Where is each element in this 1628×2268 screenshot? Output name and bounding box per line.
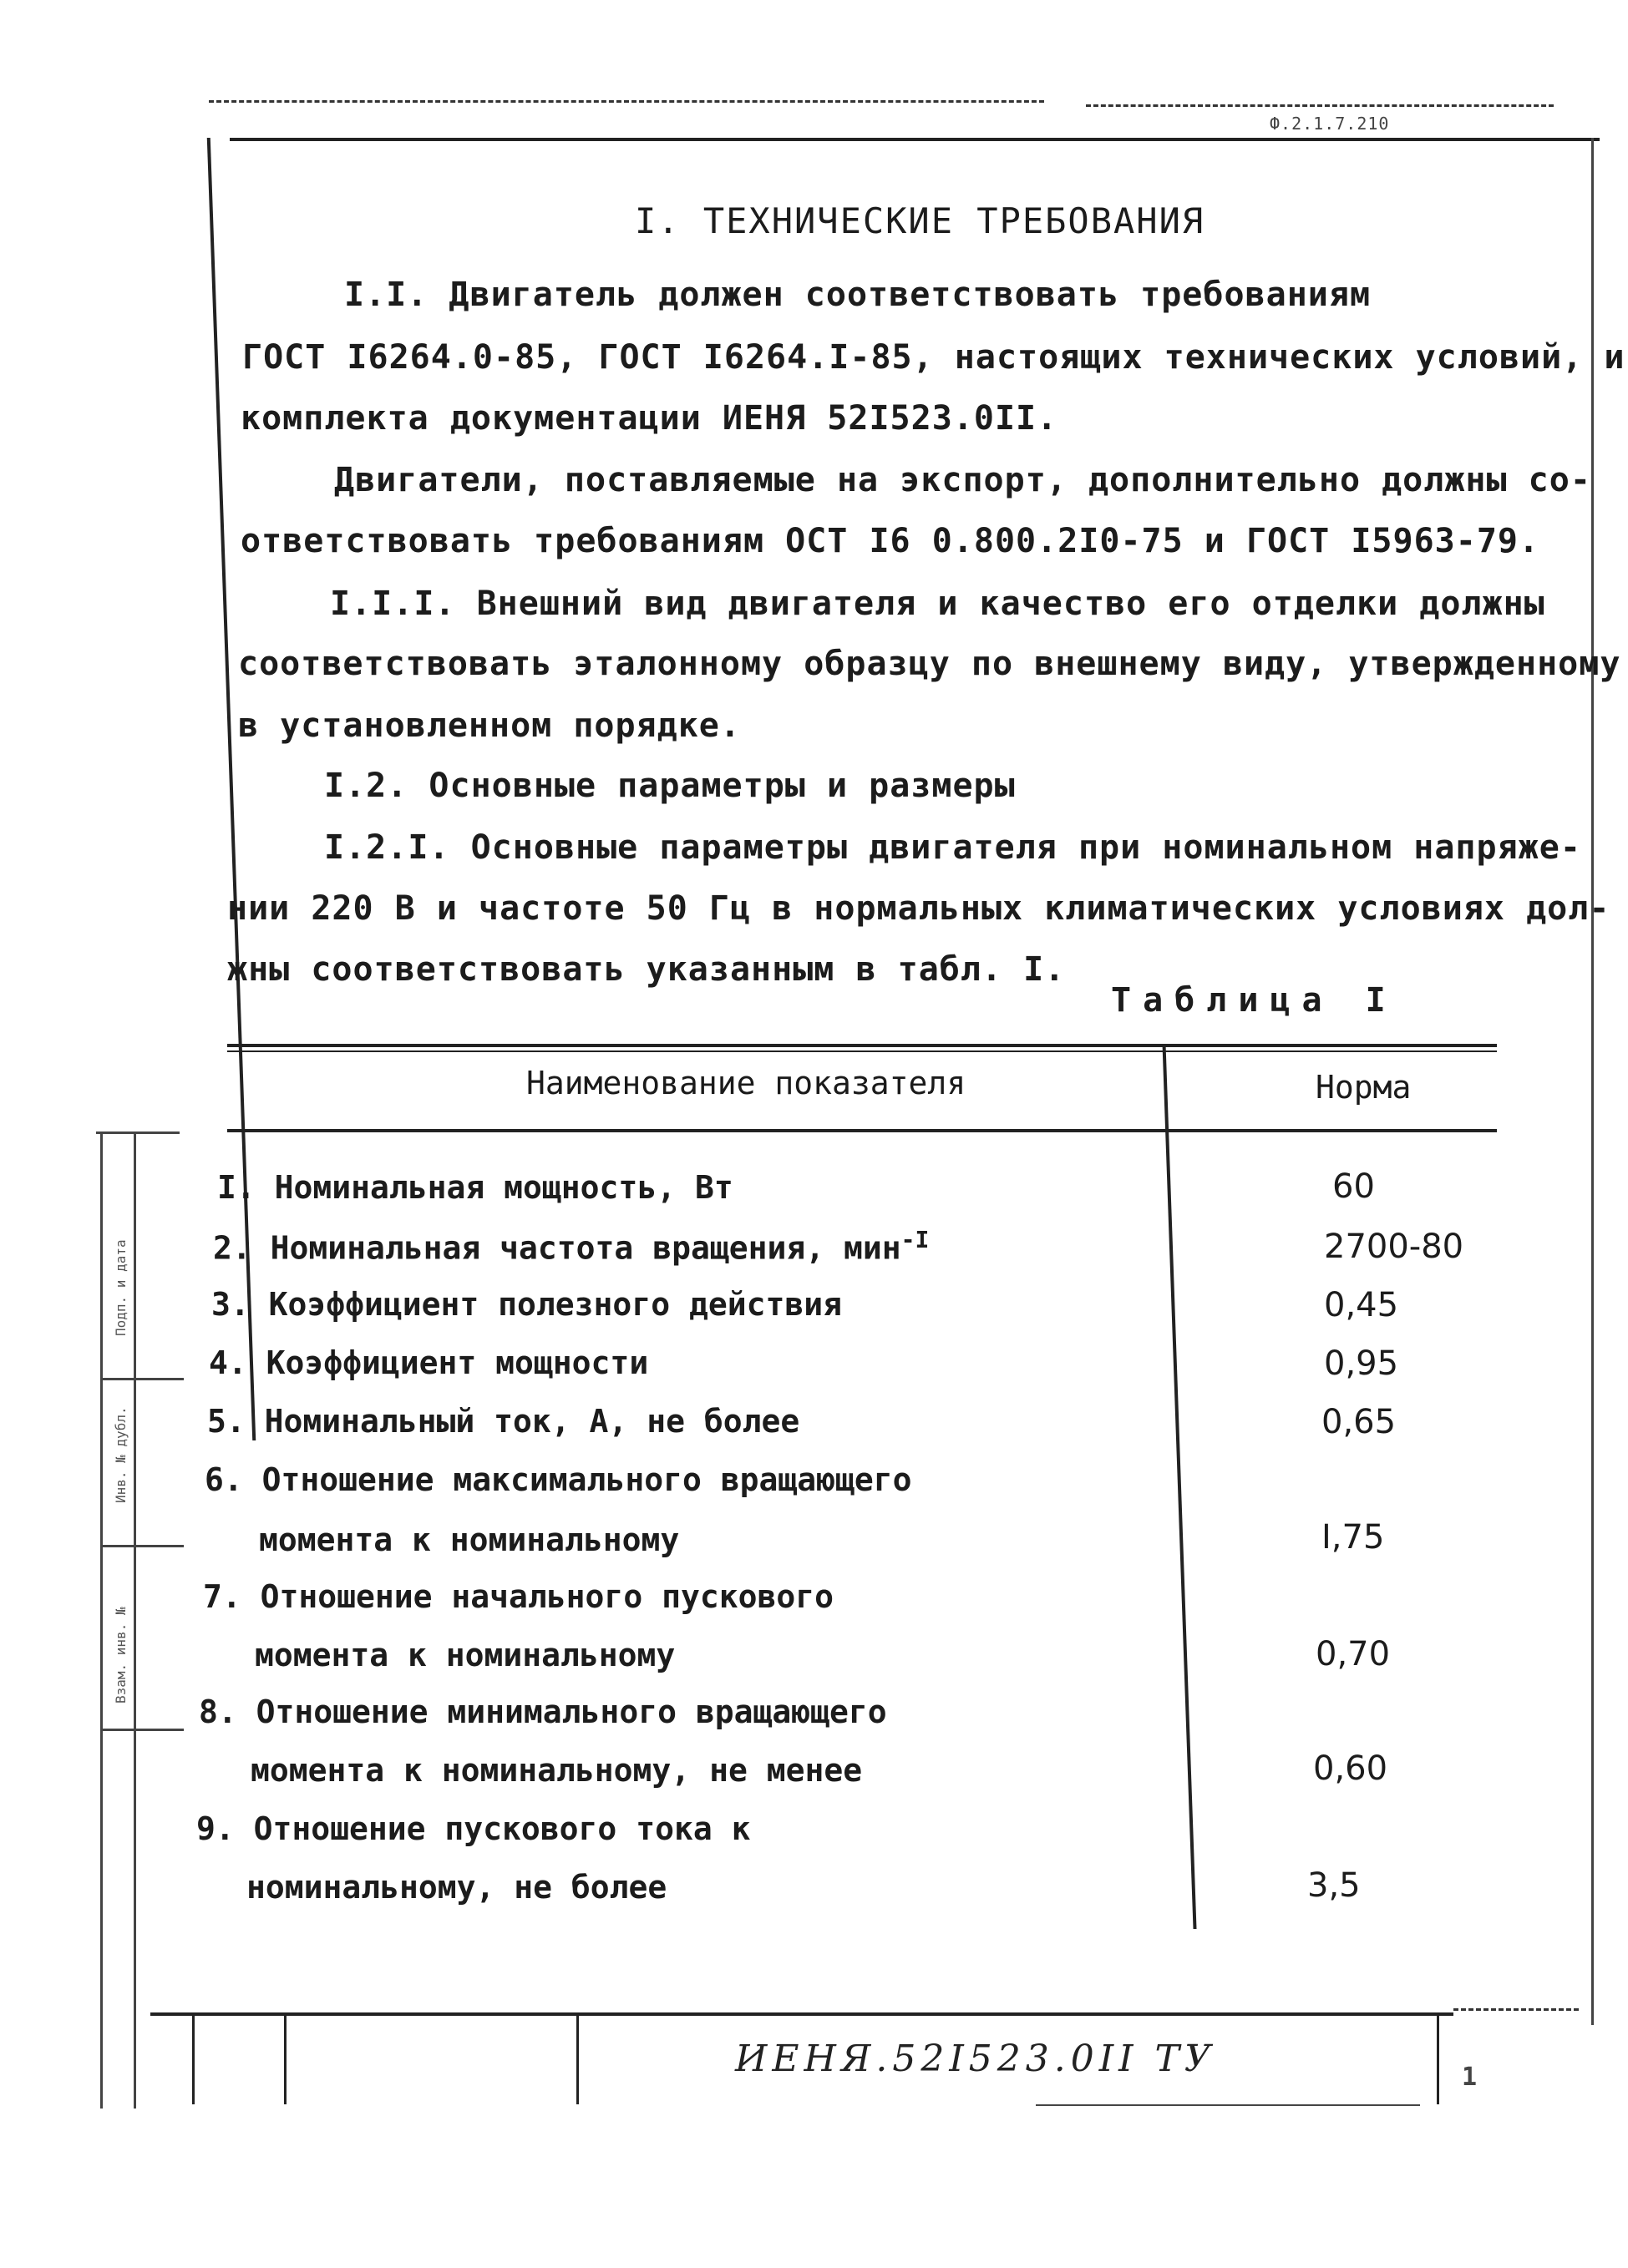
- footer-page-number: 1: [1462, 2063, 1478, 2092]
- table-row-label: 7. Отношение начального пускового: [203, 1578, 834, 1615]
- table-row-value: 0,65: [1321, 1403, 1397, 1441]
- paragraph-line: ГОСТ I6264.0-85, ГОСТ I6264.I-85, настоящих технических условий, и: [242, 338, 1625, 377]
- table-row-label: момента к номинальному, не менее: [251, 1752, 863, 1789]
- table-row-label: 3. Коэффициент полезного действия: [211, 1286, 842, 1323]
- table-row-value: 0,70: [1316, 1635, 1391, 1673]
- paragraph-line: нии 220 В и частоте 50 Гц в нормальных климатических условиях дол-: [227, 889, 1610, 928]
- paragraph-line: комплекта документации ИЕНЯ 52I523.0II.: [241, 399, 1058, 438]
- table-header-rule: [227, 1129, 1497, 1132]
- side-label-duplicate: Инв. № дубл.: [113, 1406, 129, 1503]
- table-row-label: номинальному, не более: [246, 1869, 667, 1906]
- table-header-norm: Норма: [1316, 1069, 1412, 1106]
- table-row-value: 3,5: [1307, 1866, 1361, 1905]
- footer-bottom-rule: [1036, 2104, 1420, 2106]
- side-strip-line-1: [100, 1131, 103, 2109]
- side-strip-sep-1: [100, 1378, 184, 1380]
- footer-divider-2: [284, 2012, 287, 2104]
- table-row-label: [213, 1226, 929, 1267]
- table-row-value: 2700-80: [1324, 1228, 1464, 1266]
- top-border-line: [209, 100, 1044, 103]
- subsection-heading: I.2. Основные параметры и размеры: [324, 767, 1016, 805]
- table-row-value: 0,95: [1324, 1344, 1399, 1383]
- side-strip-top: [96, 1131, 180, 1134]
- footer-divider-1: [192, 2012, 195, 2104]
- table-row-label: 4. Коэффициент мощности: [209, 1344, 649, 1381]
- table-row-label: момента к номинальному: [255, 1637, 676, 1673]
- table-header-name: Наименование показателя: [526, 1065, 966, 1101]
- footer-top-rule: [150, 2012, 1453, 2016]
- footer-divider-3: [576, 2012, 579, 2104]
- side-strip-line-2: [134, 1131, 136, 2109]
- table-row-label: I. Номинальная мощность, Вт: [217, 1169, 733, 1206]
- table-row-value: 0,60: [1313, 1749, 1388, 1788]
- table-row-value: 0,45: [1324, 1286, 1399, 1324]
- table-row-label: момента к номинальному: [259, 1521, 680, 1558]
- paragraph-line: Двигатели, поставляемые на экспорт, дополнительно должны со-: [334, 461, 1591, 499]
- side-label-signature: Подп. и дата: [113, 1239, 129, 1336]
- paragraph-line: I.2.I. Основные параметры двигателя при номинальном напряже-: [324, 828, 1581, 867]
- side-strip-sep-3: [100, 1729, 184, 1731]
- table-column-divider: [1162, 1044, 1196, 1929]
- table-row-label: 8. Отношение минимального вращающего: [199, 1693, 887, 1730]
- side-label-replacement: Взам. инв. №: [113, 1607, 129, 1704]
- table-row-value: 60: [1332, 1167, 1375, 1206]
- paragraph-line: жны соответствовать указанным в табл. I.: [227, 950, 1066, 989]
- paragraph-line: в установленном порядке.: [238, 706, 741, 745]
- table-row-value: I,75: [1321, 1518, 1385, 1557]
- footer-top-rule-right: [1453, 2008, 1579, 2011]
- unit-superscript: -I: [900, 1226, 930, 1253]
- table-row-label: 9. Отношение пускового тока к: [196, 1810, 751, 1847]
- frame-top: [230, 138, 1600, 141]
- row-label-text: 2. Номинальная частота вращения, мин: [213, 1229, 901, 1267]
- paragraph-line: ответствовать требованиям ОСТ I6 0.800.2I0-75 и ГОСТ I5963-79.: [241, 522, 1540, 560]
- footer-divider-4: [1437, 2012, 1439, 2104]
- section-title: I. ТЕХНИЧЕСКИЕ ТРЕБОВАНИЯ: [635, 200, 1205, 241]
- table-top-rule-2: [227, 1050, 1497, 1052]
- paragraph-line: I.I.I. Внешний вид двигателя и качество его отделки должны: [330, 585, 1545, 623]
- table-caption: Таблица I: [1111, 981, 1397, 1020]
- table-top-rule: [227, 1044, 1497, 1047]
- table-row-label: 6. Отношение максимального вращающего: [205, 1461, 912, 1498]
- frame-right: [1591, 138, 1594, 2025]
- top-border-line-right: [1086, 104, 1554, 107]
- side-strip-sep-2: [100, 1545, 184, 1547]
- footer-document-code: ИЕНЯ.52I523.0II ТУ: [735, 2038, 1216, 2080]
- table-row-label: 5. Номинальный ток, А, не более: [207, 1403, 800, 1440]
- paragraph-line: соответствовать эталонному образцу по внешнему виду, утвержденному: [238, 645, 1621, 683]
- header-stamp: Ф.2.1.7.210: [1270, 114, 1390, 134]
- paragraph-line: I.I. Двигатель должен соответствовать требованиям: [344, 276, 1372, 314]
